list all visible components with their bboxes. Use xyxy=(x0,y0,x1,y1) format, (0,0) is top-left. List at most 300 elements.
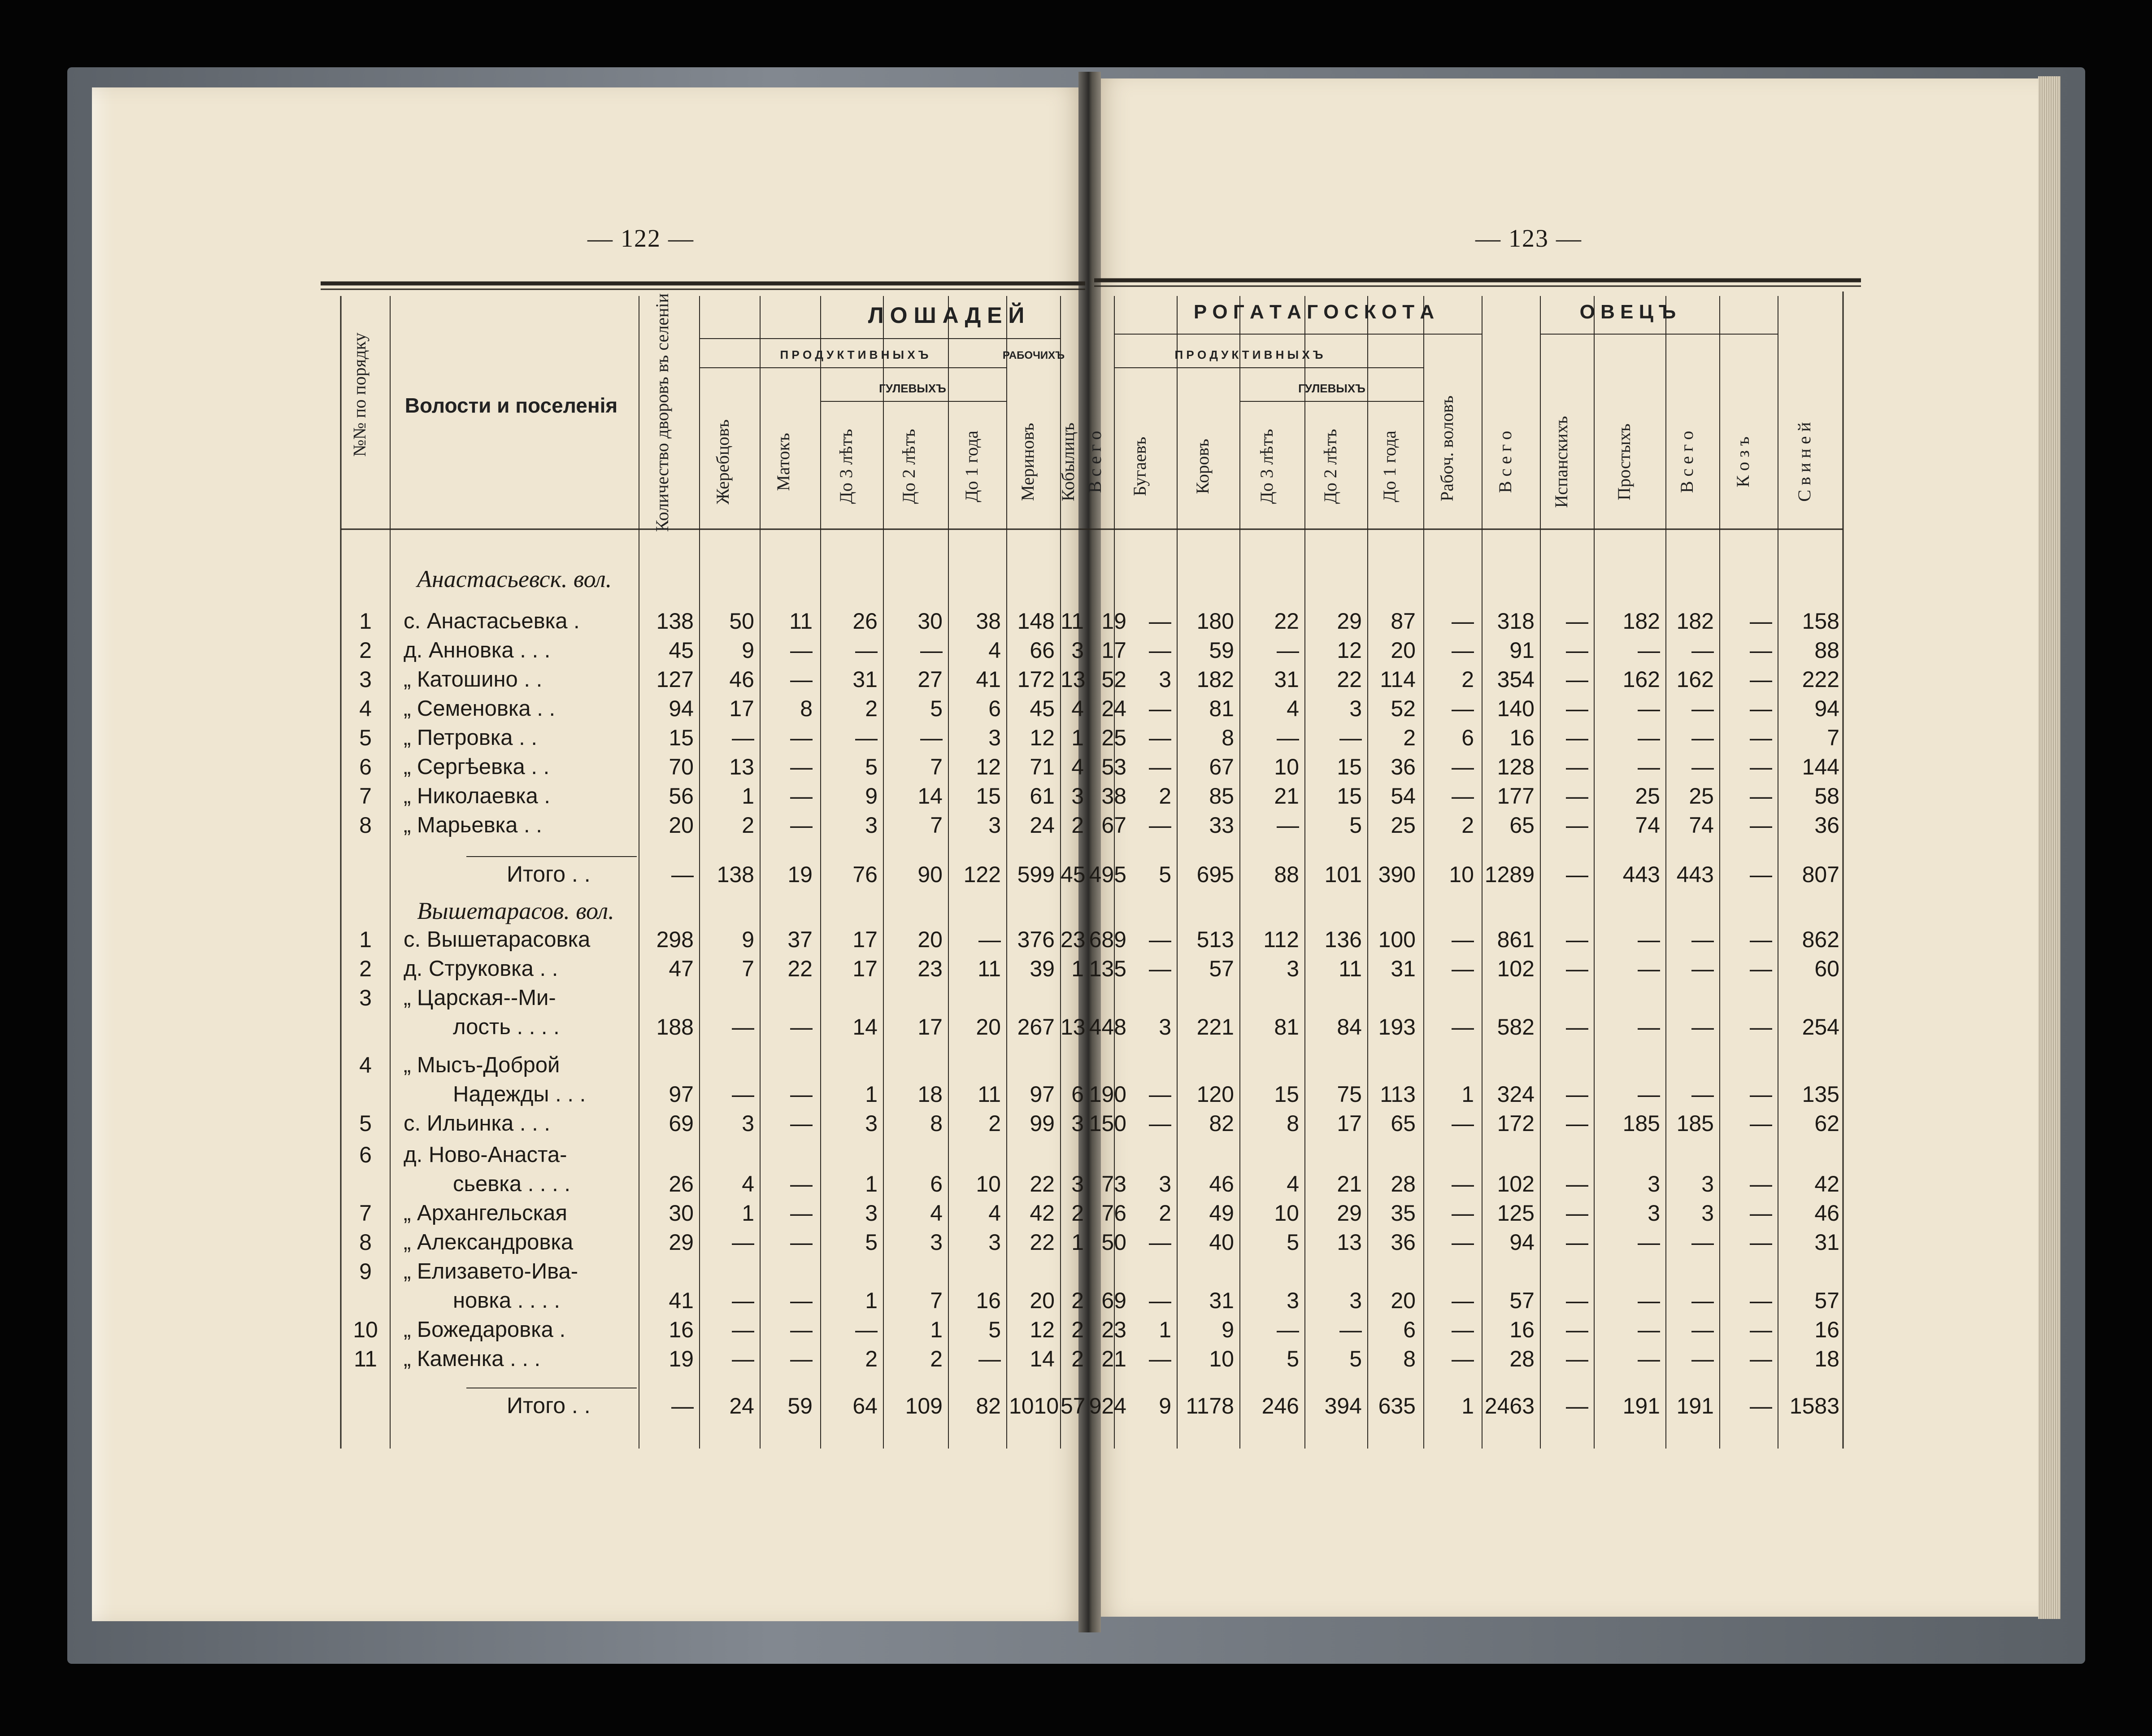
table-cell: 42 xyxy=(1814,1171,1839,1196)
table-cell: 113 xyxy=(1380,1082,1416,1107)
table-cell: — xyxy=(790,667,813,692)
table-cell: — xyxy=(1452,638,1474,663)
table-cell: — xyxy=(978,927,1001,952)
table-cell: — xyxy=(790,1082,813,1107)
settlement-name: „ Петровка . . xyxy=(404,726,537,750)
table-cell: 65 xyxy=(1391,1111,1416,1136)
table-cell: 41 xyxy=(976,667,1001,692)
table-cell: 2 xyxy=(1071,1346,1084,1371)
total-cell: 1 xyxy=(1461,1393,1474,1418)
page-number-right: — 123 — xyxy=(1475,225,1582,252)
table-cell: — xyxy=(1452,754,1474,779)
table-cell: 4 xyxy=(1287,1171,1299,1196)
table-cell: 28 xyxy=(1509,1346,1535,1371)
table-cell: 19 xyxy=(669,1346,694,1371)
table-cell: — xyxy=(1149,1230,1171,1255)
table-cell: 1 xyxy=(1071,725,1084,750)
table-cell: 14 xyxy=(917,783,943,809)
table-cell: 22 xyxy=(1337,667,1362,692)
table-cell: 3 xyxy=(1287,1288,1299,1313)
table-cell: 40 xyxy=(1209,1230,1234,1255)
row-number: 9 xyxy=(359,1259,372,1284)
table-cell: 46 xyxy=(1209,1171,1234,1196)
settlement-name: с. Анастасьевка . xyxy=(404,609,580,633)
table-cell: 97 xyxy=(669,1082,694,1107)
total-cell: 59 xyxy=(787,1393,813,1418)
table-cell: 13 xyxy=(729,754,754,779)
table-cell: 82 xyxy=(1209,1111,1234,1136)
table-cell: 19 xyxy=(1101,609,1126,634)
table-cell: 88 xyxy=(1814,638,1839,663)
table-cell: — xyxy=(732,1082,754,1107)
table-cell: 162 xyxy=(1622,667,1660,692)
table-cell: — xyxy=(1277,1317,1299,1342)
table-cell: 11 xyxy=(978,956,1001,981)
total-cell: 88 xyxy=(1274,862,1299,887)
table-cell: 4 xyxy=(930,1201,943,1226)
column-header: №№ по порядку xyxy=(349,332,370,457)
table-cell: 190 xyxy=(1089,1082,1126,1107)
table-cell: — xyxy=(1566,956,1588,981)
table-cell: 24 xyxy=(1101,696,1126,721)
table-cell: 15 xyxy=(1337,783,1362,809)
table-cell: 76 xyxy=(1101,1201,1126,1226)
table-cell: — xyxy=(1566,1317,1588,1342)
table-cell: — xyxy=(1750,1288,1772,1313)
table-cell: — xyxy=(1750,1171,1772,1196)
table-cell: 185 xyxy=(1676,1111,1714,1136)
total-cell: 64 xyxy=(852,1393,878,1418)
table-cell: 2 xyxy=(930,1346,943,1371)
row-number: 7 xyxy=(359,1201,372,1226)
table-cell: 33 xyxy=(1209,813,1234,838)
table-cell: 3 xyxy=(1349,1288,1362,1313)
table-cell: 69 xyxy=(669,1111,694,1136)
subgroup-header: ГУЛЕВЫХЪ xyxy=(1298,382,1365,395)
table-cell: 3 xyxy=(1349,696,1362,721)
table-cell: — xyxy=(1750,725,1772,750)
table-cell: 21 xyxy=(1101,1346,1126,1371)
table-cell: 1 xyxy=(1159,1317,1171,1342)
table-cell: — xyxy=(1691,725,1714,750)
column-header: Матокъ xyxy=(773,433,793,491)
total-cell: — xyxy=(1566,1393,1588,1418)
total-cell: 57 xyxy=(1061,1393,1086,1418)
table-cell: 16 xyxy=(669,1317,694,1342)
settlement-name: „ Каменка . . . xyxy=(404,1347,541,1371)
row-number: 3 xyxy=(359,985,372,1010)
table-cell: — xyxy=(732,725,754,750)
table-cell: — xyxy=(1566,1288,1588,1313)
row-number: 6 xyxy=(359,754,372,779)
table-cell: 29 xyxy=(1337,1201,1362,1226)
table-cell: 17 xyxy=(917,1014,943,1040)
table-cell: 177 xyxy=(1497,783,1535,809)
row-number: 3 xyxy=(359,667,372,692)
table-cell: 35 xyxy=(1391,1201,1416,1226)
settlement-name: д. Струковка . . xyxy=(404,957,558,981)
table-cell: 3 xyxy=(1159,1171,1171,1196)
table-cell: 100 xyxy=(1378,927,1416,952)
row-number: 8 xyxy=(359,813,372,838)
table-cell: 16 xyxy=(1509,1317,1535,1342)
subgroup-header: П Р О Д У К Т И В Н Ы Х Ъ xyxy=(1174,348,1323,361)
table-cell: 20 xyxy=(1030,1288,1055,1313)
settlement-name: с. Ильинка . . . xyxy=(404,1111,550,1136)
total-cell: 109 xyxy=(905,1393,943,1418)
table-cell: 136 xyxy=(1324,927,1362,952)
table-cell: 50 xyxy=(1101,1230,1126,1255)
table-cell: 9 xyxy=(742,638,754,663)
table-cell: 67 xyxy=(1209,754,1234,779)
table-cell: — xyxy=(1691,638,1714,663)
table-cell: — xyxy=(1691,1317,1714,1342)
row-number: 11 xyxy=(354,1346,377,1371)
table-cell: — xyxy=(1566,696,1588,721)
table-cell: — xyxy=(1638,956,1660,981)
table-cell: — xyxy=(1149,725,1171,750)
table-cell: — xyxy=(1452,1014,1474,1040)
table-cell: 25 xyxy=(1635,783,1660,809)
table-cell: — xyxy=(1638,1317,1660,1342)
table-cell: 22 xyxy=(787,956,813,981)
table-cell: 5 xyxy=(988,1317,1001,1342)
table-cell: — xyxy=(1750,754,1772,779)
table-cell: — xyxy=(1452,1288,1474,1313)
column-header: До 3 лѣтъ xyxy=(836,429,856,504)
table-cell: 30 xyxy=(917,609,943,634)
table-cell: 13 xyxy=(1061,1014,1086,1040)
table-cell: 138 xyxy=(656,609,694,634)
table-cell: 49 xyxy=(1209,1201,1234,1226)
table-cell: 125 xyxy=(1497,1201,1535,1226)
table-cell: 18 xyxy=(1814,1346,1839,1371)
table-cell: 66 xyxy=(1030,638,1055,663)
table-cell: — xyxy=(1149,754,1171,779)
row-number: 1 xyxy=(359,609,372,634)
settlement-name-cont: Надежды . . . xyxy=(453,1082,586,1106)
table-cell: 4 xyxy=(1071,696,1084,721)
table-cell: 3 xyxy=(1287,956,1299,981)
table-cell: 24 xyxy=(1030,813,1055,838)
table-cell: 17 xyxy=(729,696,754,721)
table-cell: — xyxy=(1566,1014,1588,1040)
table-cell: — xyxy=(978,1346,1001,1371)
table-cell: 513 xyxy=(1196,927,1234,952)
table-cell: — xyxy=(790,1201,813,1226)
table-cell: 4 xyxy=(1287,696,1299,721)
table-cell: 29 xyxy=(1337,609,1362,634)
table-cell: 267 xyxy=(1017,1014,1055,1040)
table-cell: 376 xyxy=(1017,927,1055,952)
table-cell: 254 xyxy=(1802,1014,1839,1040)
table-cell: 182 xyxy=(1196,667,1234,692)
table-cell: 60 xyxy=(1814,956,1839,981)
column-header: Количество дворовъ въ селеніи xyxy=(652,293,672,532)
table-cell: — xyxy=(1277,813,1299,838)
table-cell: — xyxy=(1691,1346,1714,1371)
column-header: До 3 лѣтъ xyxy=(1256,429,1277,504)
table-cell: 21 xyxy=(1337,1171,1362,1196)
table-cell: 2 xyxy=(988,1111,1001,1136)
table-cell: 18 xyxy=(917,1082,943,1107)
table-cell: — xyxy=(855,725,878,750)
column-header: Кобылицъ xyxy=(1058,422,1078,501)
table-cell: 324 xyxy=(1497,1082,1535,1107)
table-cell: 59 xyxy=(1209,638,1234,663)
table-cell: 47 xyxy=(669,956,694,981)
table-cell: 3 xyxy=(865,1201,878,1226)
table-cell: 31 xyxy=(1814,1230,1839,1255)
table-cell: 31 xyxy=(1274,667,1299,692)
table-cell: 1 xyxy=(1071,956,1084,981)
table-cell: — xyxy=(1750,667,1772,692)
group-header-horses: Л О Ш А Д Е Й xyxy=(868,303,1025,328)
table-cell: 7 xyxy=(1827,725,1839,750)
table-cell: — xyxy=(1452,1111,1474,1136)
table-cell: 140 xyxy=(1497,696,1535,721)
table-cell: 58 xyxy=(1814,783,1839,809)
settlement-name: „ Марьевка . . xyxy=(404,813,542,837)
table-cell: — xyxy=(1452,1171,1474,1196)
table-cell: 12 xyxy=(1030,725,1055,750)
table-cell: — xyxy=(1339,1317,1362,1342)
table-cell: 94 xyxy=(1814,696,1839,721)
table-cell: 71 xyxy=(1030,754,1055,779)
table-cell: 10 xyxy=(1274,1201,1299,1226)
table-cell: — xyxy=(790,1230,813,1255)
table-cell: — xyxy=(1149,1288,1171,1313)
table-cell: 8 xyxy=(800,696,813,721)
table-cell: 127 xyxy=(656,667,694,692)
total-cell: — xyxy=(671,862,694,887)
table-cell: — xyxy=(1149,927,1171,952)
table-cell: 3 xyxy=(1071,638,1084,663)
table-cell: 16 xyxy=(1814,1317,1839,1342)
table-cell: 31 xyxy=(852,667,878,692)
table-cell: 52 xyxy=(1101,667,1126,692)
table-cell: 38 xyxy=(1101,783,1126,809)
table-cell: 62 xyxy=(1814,1111,1839,1136)
table-cell: 13 xyxy=(1337,1230,1362,1255)
table-cell: — xyxy=(1750,813,1772,838)
table-cell: 10 xyxy=(1209,1346,1234,1371)
table-cell: — xyxy=(1691,696,1714,721)
table-cell: 354 xyxy=(1497,667,1535,692)
table-cell: 4 xyxy=(1071,754,1084,779)
table-cell: 7 xyxy=(930,813,943,838)
table-cell: 14 xyxy=(852,1014,878,1040)
row-number: 5 xyxy=(359,725,372,750)
row-number: 6 xyxy=(359,1142,372,1167)
table-cell: 37 xyxy=(787,927,813,952)
table-cell: — xyxy=(790,783,813,809)
table-cell: 102 xyxy=(1497,1171,1535,1196)
table-cell: 5 xyxy=(1349,1346,1362,1371)
column-header: Простыхъ xyxy=(1614,423,1634,500)
table-cell: 135 xyxy=(1089,956,1126,981)
total-cell: — xyxy=(1750,862,1772,887)
table-cell: — xyxy=(732,1288,754,1313)
table-cell: 3 xyxy=(865,813,878,838)
total-cell: 9 xyxy=(1159,1393,1171,1418)
table-cell: 15 xyxy=(669,725,694,750)
settlement-name: с. Вышетарасовка xyxy=(404,927,591,952)
table-cell: 2 xyxy=(1071,1317,1084,1342)
table-cell: 172 xyxy=(1017,667,1055,692)
table-cell: 8 xyxy=(1222,725,1234,750)
total-cell: 2463 xyxy=(1484,1393,1535,1418)
table-cell: 172 xyxy=(1497,1111,1535,1136)
table-cell: — xyxy=(790,813,813,838)
table-cell: 8 xyxy=(930,1111,943,1136)
total-cell: — xyxy=(1566,862,1588,887)
table-cell: 2 xyxy=(1159,1201,1171,1226)
settlement-name-cont: новка . . . . xyxy=(453,1288,561,1313)
table-cell: 17 xyxy=(1101,638,1126,663)
column-header: До 1 года xyxy=(1379,431,1400,502)
table-cell: — xyxy=(790,1317,813,1342)
table-cell: 1 xyxy=(1071,1230,1084,1255)
total-cell: 24 xyxy=(729,1393,754,1418)
table-cell: 188 xyxy=(656,1014,694,1040)
table-cell: — xyxy=(1149,956,1171,981)
column-header: Жеребцовъ xyxy=(713,419,733,505)
table-cell: — xyxy=(1149,1111,1171,1136)
table-cell: 57 xyxy=(1814,1288,1839,1313)
table-cell: — xyxy=(920,725,943,750)
settlement-name: „ Катошино . . xyxy=(404,667,543,692)
table-cell: 75 xyxy=(1337,1082,1362,1107)
table-cell: — xyxy=(1638,927,1660,952)
table-cell: — xyxy=(1566,1201,1588,1226)
total-cell: 138 xyxy=(717,862,754,887)
total-cell: 19 xyxy=(787,862,813,887)
total-cell: 695 xyxy=(1196,862,1234,887)
table-cell: 25 xyxy=(1689,783,1714,809)
total-cell: 599 xyxy=(1017,862,1055,887)
settlement-name: „ Божедаровка . xyxy=(404,1318,566,1342)
settlement-name: д. Анновка . . . xyxy=(404,638,551,662)
table-cell: 69 xyxy=(1101,1288,1126,1313)
total-cell: 1010 xyxy=(1009,1393,1059,1418)
table-cell: 6 xyxy=(1461,725,1474,750)
subgroup-header: П Р О Д У К Т И В Н Ы Х Ъ xyxy=(780,348,929,361)
table-cell: 5 xyxy=(930,696,943,721)
table-cell: — xyxy=(1691,1014,1714,1040)
total-cell: 90 xyxy=(917,862,943,887)
table-cell: 102 xyxy=(1497,956,1535,981)
total-cell: 1583 xyxy=(1789,1393,1839,1418)
table-cell: — xyxy=(1452,956,1474,981)
table-cell: 5 xyxy=(1287,1346,1299,1371)
table-cell: — xyxy=(1638,1346,1660,1371)
total-cell: — xyxy=(1750,1393,1772,1418)
settlement-name: д. Ново-Анаста- xyxy=(404,1143,567,1167)
table-cell: — xyxy=(1339,725,1362,750)
total-cell: — xyxy=(671,1393,694,1418)
table-cell: — xyxy=(1566,754,1588,779)
table-cell: — xyxy=(1750,956,1772,981)
table-cell: 29 xyxy=(669,1230,694,1255)
group-header-sheep: О В Е Ц Ъ xyxy=(1579,301,1676,323)
table-cell: 148 xyxy=(1017,609,1055,634)
table-cell: — xyxy=(1149,1346,1171,1371)
column-header: С в и н е й xyxy=(1794,422,1814,502)
table-cell: — xyxy=(1149,638,1171,663)
table-cell: 81 xyxy=(1274,1014,1299,1040)
table-cell: 26 xyxy=(669,1171,694,1196)
table-cell: 4 xyxy=(742,1171,754,1196)
table-cell: — xyxy=(790,1171,813,1196)
table-cell: 36 xyxy=(1814,813,1839,838)
total-cell: 635 xyxy=(1378,1393,1416,1418)
table-cell: — xyxy=(855,638,878,663)
table-cell: 17 xyxy=(852,927,878,952)
table-cell: — xyxy=(1566,1171,1588,1196)
table-cell: 2 xyxy=(1159,783,1171,809)
table-cell: 5 xyxy=(865,754,878,779)
total-cell: 246 xyxy=(1261,1393,1299,1418)
table-cell: 87 xyxy=(1391,609,1416,634)
settlement-name: „ Архангельская xyxy=(404,1201,567,1225)
table-cell: 3 xyxy=(1701,1171,1714,1196)
row-number: 10 xyxy=(353,1317,378,1342)
table-cell: 3 xyxy=(1648,1201,1660,1226)
table-cell: — xyxy=(1750,1082,1772,1107)
table-cell: 298 xyxy=(656,927,694,952)
table-cell: 6 xyxy=(988,696,1001,721)
total-cell: 5 xyxy=(1159,862,1171,887)
table-cell: 9 xyxy=(865,783,878,809)
total-cell: 924 xyxy=(1089,1393,1126,1418)
table-cell: 2 xyxy=(1403,725,1416,750)
table-cell: 1 xyxy=(930,1317,943,1342)
total-cell: 191 xyxy=(1676,1393,1714,1418)
table-cell: 25 xyxy=(1391,813,1416,838)
table-cell: 114 xyxy=(1380,667,1416,692)
table-cell: — xyxy=(1452,609,1474,634)
table-cell: 3 xyxy=(1071,1111,1084,1136)
table-cell: 5 xyxy=(1349,813,1362,838)
table-cell: — xyxy=(1566,783,1588,809)
table-cell: 56 xyxy=(669,783,694,809)
table-cell: 180 xyxy=(1196,609,1234,634)
total-cell: 191 xyxy=(1622,1393,1660,1418)
table-cell: — xyxy=(1452,1346,1474,1371)
total-cell: 76 xyxy=(852,862,878,887)
column-header: До 2 лѣтъ xyxy=(1320,429,1340,504)
column-header: В с е г о xyxy=(1085,431,1105,493)
table-cell: 23 xyxy=(1061,927,1086,952)
total-cell: 101 xyxy=(1324,862,1362,887)
table-cell: 8 xyxy=(1403,1346,1416,1371)
row-number: 1 xyxy=(359,927,372,952)
table-cell: 10 xyxy=(976,1171,1001,1196)
table-cell: 57 xyxy=(1209,956,1234,981)
table-cell: — xyxy=(1149,813,1171,838)
table-cell: — xyxy=(1149,1082,1171,1107)
table-cell: 74 xyxy=(1689,813,1714,838)
table-cell: 21 xyxy=(1274,783,1299,809)
table-cell: 20 xyxy=(976,1014,1001,1040)
table-cell: 17 xyxy=(1337,1111,1362,1136)
table-cell: 31 xyxy=(1391,956,1416,981)
table-cell: — xyxy=(790,1111,813,1136)
table-cell: 36 xyxy=(1391,754,1416,779)
table-cell: 53 xyxy=(1101,754,1126,779)
table-cell: 17 xyxy=(852,956,878,981)
